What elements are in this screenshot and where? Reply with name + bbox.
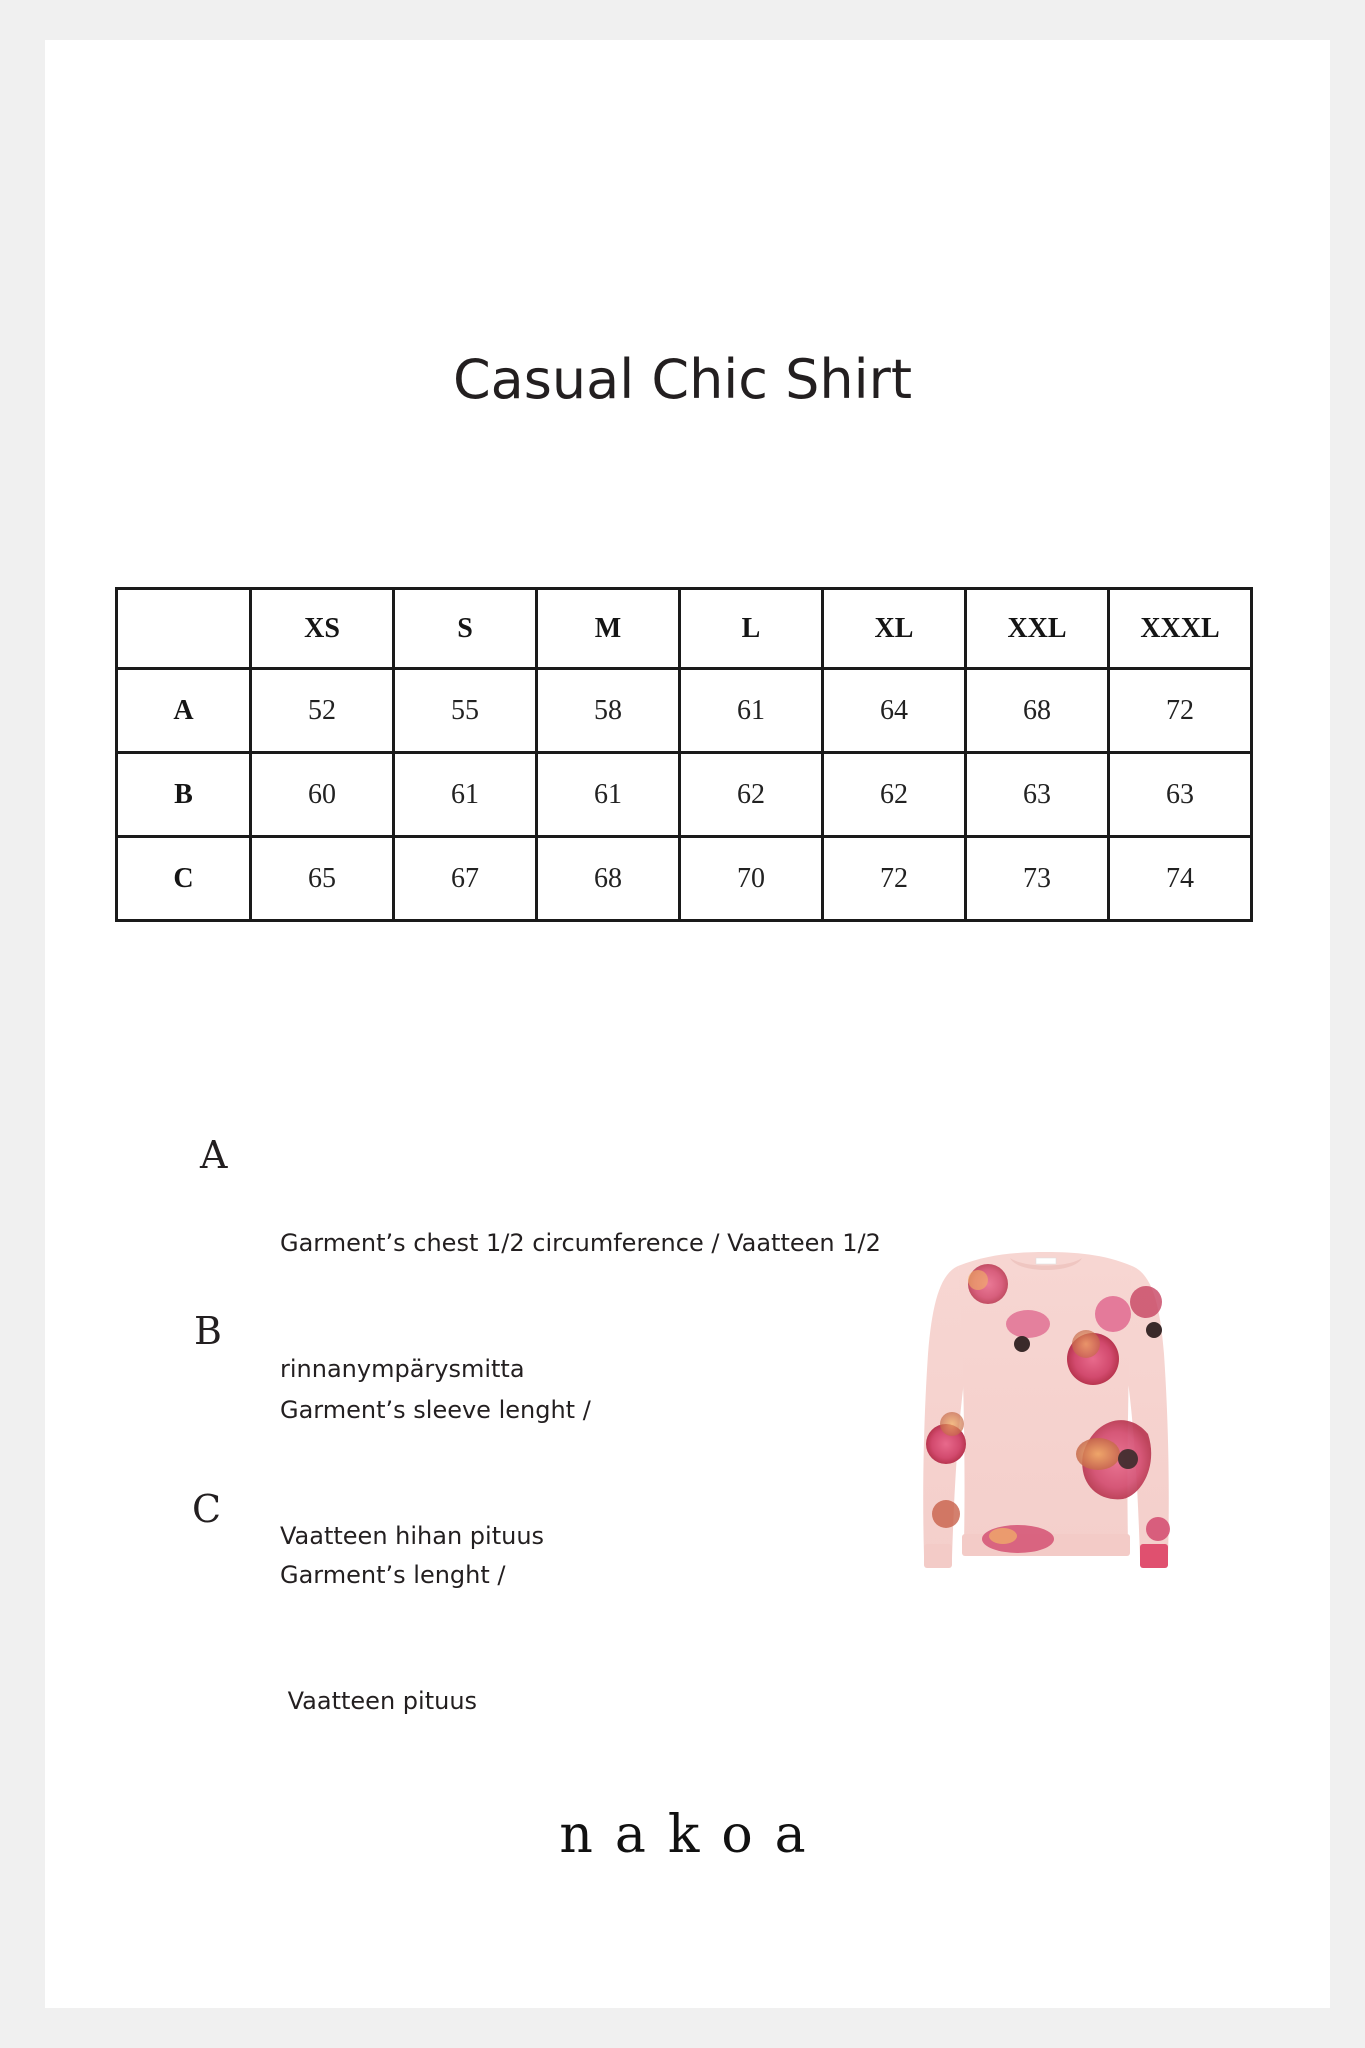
table-cell: 68	[537, 837, 680, 921]
column-header-xl: XL	[823, 589, 966, 669]
table-cell: 73	[966, 837, 1109, 921]
page-title: Casual Chic Shirt	[452, 348, 913, 411]
table-cell: 72	[1109, 669, 1252, 753]
product-image-sweatshirt	[918, 1244, 1174, 1586]
table-cell: 60	[251, 753, 394, 837]
table-cell: 74	[1109, 837, 1252, 921]
brand-logo: nakoa	[559, 1805, 828, 1865]
table-cell: 68	[966, 669, 1109, 753]
table-cell: 65	[251, 837, 394, 921]
table-row	[117, 753, 1252, 837]
table-cell: 63	[966, 753, 1109, 837]
table-cell: 70	[680, 837, 823, 921]
table-cell: 61	[680, 669, 823, 753]
column-header-xxl: XXL	[966, 589, 1109, 669]
column-header-xxxl: XXXL	[1109, 589, 1252, 669]
table-cell: 63	[1109, 753, 1252, 837]
row-header-a: A	[117, 669, 251, 753]
legend-c-line-2: Vaatteen pituus	[280, 1687, 478, 1715]
table-cell: 58	[537, 669, 680, 753]
legend-letter-a: A	[200, 1133, 228, 1177]
legend-b-line-1: Garment’s sleeve lenght /	[280, 1396, 591, 1424]
column-header-s: S	[394, 589, 537, 669]
legend-b-line-2: Vaatteen hihan pituus	[280, 1522, 545, 1550]
table-corner-cell	[117, 589, 251, 669]
legend-a-line-2: rinnanympärysmitta	[280, 1355, 525, 1383]
row-header-b: B	[117, 753, 251, 837]
table-cell: 55	[394, 669, 537, 753]
table-cell: 62	[680, 753, 823, 837]
legend-letter-c: C	[192, 1487, 222, 1531]
table-cell: 72	[823, 837, 966, 921]
column-header-l: L	[680, 589, 823, 669]
table-row	[117, 669, 1252, 753]
table-cell: 61	[537, 753, 680, 837]
table-row	[117, 837, 1252, 921]
legend-description-c	[280, 1470, 506, 1764]
table-cell: 61	[394, 753, 537, 837]
size-chart-table	[115, 587, 1253, 922]
column-header-xs: XS	[251, 589, 394, 669]
table-cell: 64	[823, 669, 966, 753]
row-header-c: C	[117, 837, 251, 921]
legend-c-line-1: Garment’s lenght /	[280, 1561, 506, 1589]
table-cell: 52	[251, 669, 394, 753]
legend-letter-b: B	[194, 1309, 222, 1353]
table-header-row	[117, 589, 1252, 669]
size-guide-card	[45, 40, 1330, 2008]
table-cell: 67	[394, 837, 537, 921]
column-header-m: M	[537, 589, 680, 669]
table-cell: 62	[823, 753, 966, 837]
legend-a-line-1: Garment’s chest 1/2 circumference / Vaatteen 1/2	[280, 1229, 881, 1257]
